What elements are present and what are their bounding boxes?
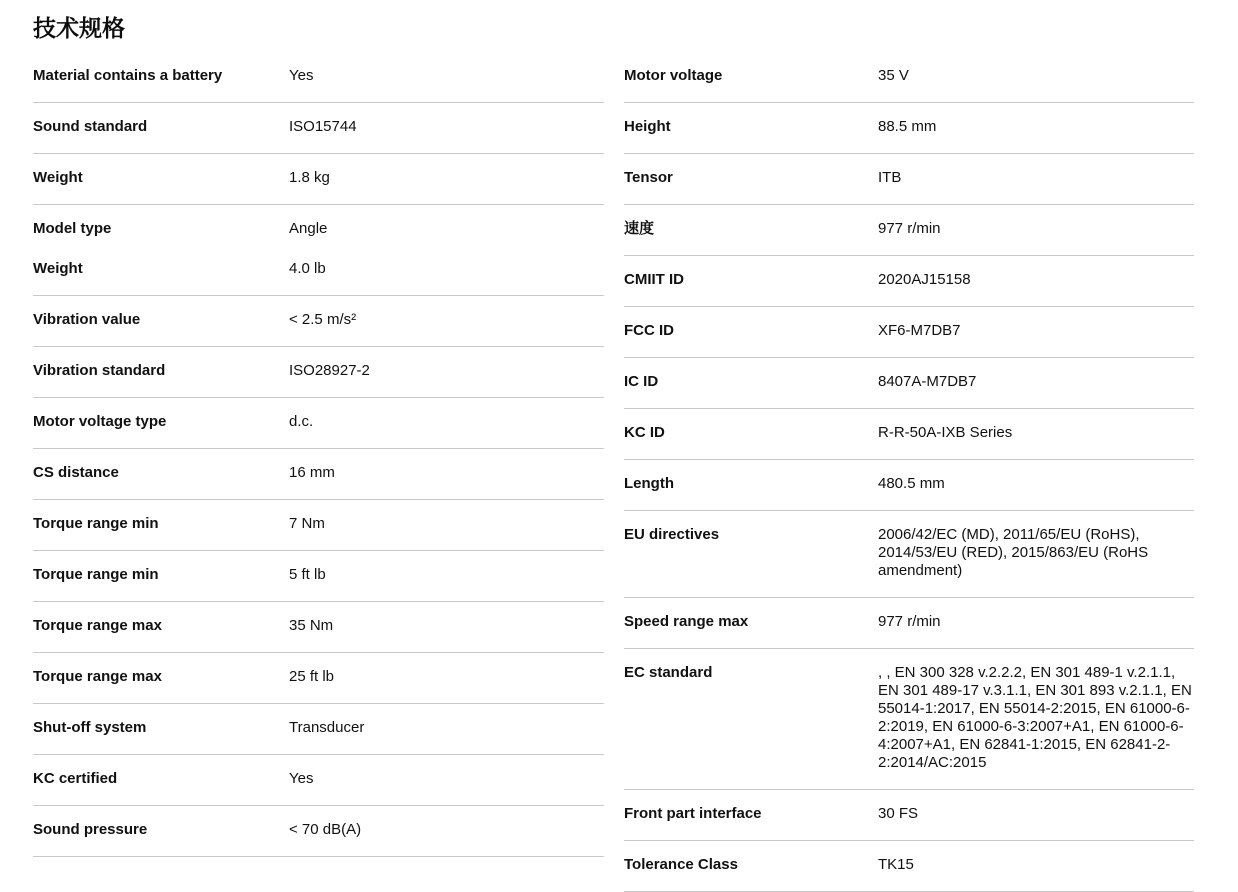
spec-value: 25 ft lb bbox=[289, 668, 335, 685]
spec-value: 30 FS bbox=[878, 805, 919, 822]
spec-row bbox=[624, 598, 1194, 649]
spec-value: Transducer bbox=[289, 719, 365, 736]
spec-column-right bbox=[624, 52, 1194, 892]
spec-value: , , EN 300 328 v.2.2.2, EN 301 489-1 v.2.1.1, EN 301 489-17 v.3.1.1, EN 301 893 v.2.1.1, EN 55014-1:2017, EN 55014-2:2015, EN 61000-6-2:2019, EN 61000-6-3:2007+A1, EN 61000-6-4:2007+A1, EN 62841-1:2015, EN 62841-2-2:2014/AC:2015 bbox=[878, 664, 1192, 771]
spec-label: Tolerance Class bbox=[624, 856, 738, 873]
spec-row bbox=[33, 154, 604, 205]
spec-pair bbox=[33, 770, 604, 788]
spec-label: Height bbox=[624, 118, 671, 135]
spec-label: Material contains a battery bbox=[33, 67, 223, 84]
spec-value: TK15 bbox=[878, 856, 914, 873]
spec-pair bbox=[33, 169, 604, 187]
spec-value: 977 r/min bbox=[878, 613, 941, 630]
spec-row-grouped bbox=[33, 205, 604, 296]
spec-row bbox=[33, 500, 604, 551]
spec-value: d.c. bbox=[289, 413, 314, 430]
spec-row bbox=[33, 52, 604, 103]
spec-row bbox=[624, 307, 1194, 358]
spec-label: Motor voltage bbox=[624, 67, 723, 84]
spec-label: EC standard bbox=[624, 664, 713, 681]
spec-row bbox=[33, 296, 604, 347]
spec-value: 2006/42/EC (MD), 2011/65/EU (RoHS), 2014/53/EU (RED), 2015/863/EU (RoHS amendment) bbox=[878, 526, 1149, 579]
spec-pair bbox=[33, 260, 604, 278]
spec-value: < 70 dB(A) bbox=[289, 821, 362, 838]
spec-label: Front part interface bbox=[624, 805, 762, 822]
spec-row bbox=[624, 511, 1194, 598]
spec-value: 977 r/min bbox=[878, 220, 941, 237]
spec-row bbox=[624, 154, 1194, 205]
spec-label: 速度 bbox=[624, 220, 655, 237]
spec-pair bbox=[33, 118, 604, 136]
spec-label: KC ID bbox=[624, 424, 665, 441]
spec-value: 1.8 kg bbox=[289, 169, 330, 186]
spec-label: KC certified bbox=[33, 770, 118, 787]
spec-pair bbox=[624, 613, 1194, 631]
spec-label: Sound pressure bbox=[33, 821, 148, 838]
spec-pair bbox=[33, 67, 604, 85]
spec-row bbox=[624, 841, 1194, 892]
spec-value: 4.0 lb bbox=[289, 260, 326, 277]
spec-value: 7 Nm bbox=[289, 515, 325, 532]
spec-value: Yes bbox=[289, 67, 314, 84]
spec-value: 480.5 mm bbox=[878, 475, 945, 492]
spec-label: IC ID bbox=[624, 373, 659, 390]
spec-label: Motor voltage type bbox=[33, 413, 167, 430]
spec-row bbox=[33, 551, 604, 602]
spec-label: Weight bbox=[33, 260, 83, 277]
spec-pair bbox=[624, 67, 1194, 85]
spec-value: XF6-M7DB7 bbox=[878, 322, 961, 339]
spec-value: 5 ft lb bbox=[289, 566, 326, 583]
spec-row bbox=[33, 653, 604, 704]
spec-pair bbox=[624, 220, 1194, 238]
spec-row bbox=[33, 103, 604, 154]
spec-pair bbox=[624, 169, 1194, 187]
spec-pair bbox=[624, 475, 1194, 493]
spec-value: < 2.5 m/s² bbox=[289, 311, 357, 328]
spec-column-left bbox=[33, 52, 604, 857]
spec-value: 88.5 mm bbox=[878, 118, 937, 135]
spec-row bbox=[33, 755, 604, 806]
spec-pair bbox=[33, 566, 604, 584]
spec-label: Vibration standard bbox=[33, 362, 166, 379]
spec-value: Yes bbox=[289, 770, 314, 787]
spec-pair bbox=[33, 413, 604, 431]
spec-row bbox=[624, 790, 1194, 841]
spec-row bbox=[624, 103, 1194, 154]
spec-row bbox=[624, 256, 1194, 307]
spec-pair bbox=[33, 617, 604, 635]
spec-label: Weight bbox=[33, 169, 83, 186]
spec-pair bbox=[624, 424, 1194, 442]
spec-label: Speed range max bbox=[624, 613, 749, 630]
spec-label: CS distance bbox=[33, 464, 119, 481]
spec-pair bbox=[624, 805, 1194, 823]
spec-label: EU directives bbox=[624, 526, 720, 543]
spec-pair bbox=[33, 719, 604, 737]
spec-label: Model type bbox=[33, 220, 112, 237]
spec-pair bbox=[624, 271, 1194, 289]
spec-value: 35 V bbox=[878, 67, 909, 84]
spec-pair bbox=[624, 322, 1194, 340]
spec-label: Torque range max bbox=[33, 617, 162, 634]
spec-row bbox=[624, 205, 1194, 256]
spec-pair bbox=[33, 220, 604, 238]
spec-value: ITB bbox=[878, 169, 902, 186]
spec-pair bbox=[33, 668, 604, 686]
spec-pair bbox=[624, 118, 1194, 136]
spec-label: FCC ID bbox=[624, 322, 674, 339]
spec-pair bbox=[624, 664, 1194, 772]
spec-label: Sound standard bbox=[33, 118, 148, 135]
spec-pair bbox=[33, 362, 604, 380]
spec-label: CMIIT ID bbox=[624, 271, 684, 288]
spec-pair bbox=[33, 464, 604, 482]
spec-row bbox=[624, 358, 1194, 409]
page-title: 技术规格 bbox=[33, 15, 125, 41]
spec-pair bbox=[33, 821, 604, 839]
spec-value: R-R-50A-IXB Series bbox=[878, 424, 1013, 441]
spec-value: Angle bbox=[289, 220, 328, 237]
spec-value: 16 mm bbox=[289, 464, 335, 481]
spec-value: 8407A-M7DB7 bbox=[878, 373, 977, 390]
spec-value: 2020AJ15158 bbox=[878, 271, 971, 288]
spec-value: 35 Nm bbox=[289, 617, 334, 634]
spec-row bbox=[33, 704, 604, 755]
spec-label: Tensor bbox=[624, 169, 673, 186]
spec-label: Length bbox=[624, 475, 674, 492]
spec-pair bbox=[624, 856, 1194, 874]
spec-row bbox=[33, 602, 604, 653]
spec-row bbox=[33, 806, 604, 857]
spec-row bbox=[624, 460, 1194, 511]
spec-value: ISO28927-2 bbox=[289, 362, 370, 379]
spec-pair bbox=[624, 526, 1194, 580]
spec-value: ISO15744 bbox=[289, 118, 357, 135]
spec-row bbox=[624, 649, 1194, 790]
spec-row bbox=[33, 398, 604, 449]
spec-pair bbox=[624, 373, 1194, 391]
spec-row bbox=[33, 449, 604, 500]
spec-label: Shut-off system bbox=[33, 719, 147, 736]
spec-pair bbox=[33, 515, 604, 533]
spec-label: Torque range max bbox=[33, 668, 162, 685]
spec-label: Torque range min bbox=[33, 515, 159, 532]
spec-row bbox=[624, 52, 1194, 103]
spec-row bbox=[33, 347, 604, 398]
spec-table bbox=[33, 52, 1214, 892]
spec-label: Torque range min bbox=[33, 566, 159, 583]
spec-pair bbox=[33, 311, 604, 329]
spec-row bbox=[624, 409, 1194, 460]
spec-label: Vibration value bbox=[33, 311, 141, 328]
